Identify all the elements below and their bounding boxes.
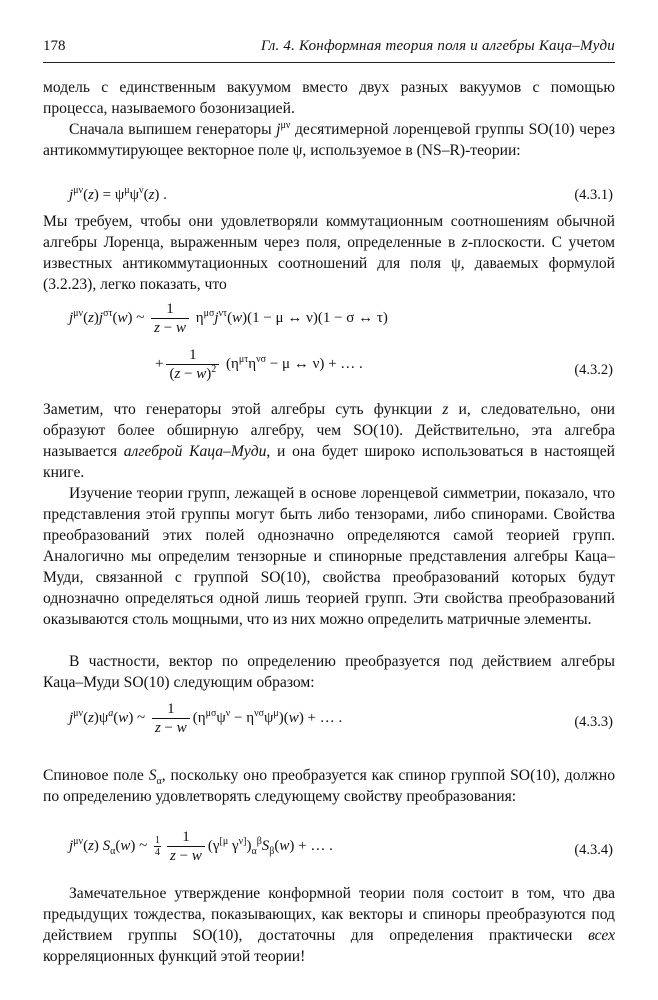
paragraph-7-part-a: Спиновое поле	[43, 767, 149, 784]
equation-4-3-1-label: (4.3.1)	[574, 187, 613, 203]
paragraph-7: Спиновое поле $S_\alpha$, поскольку оно преобразуется как спинор группой SO(10), должно по определению удовлетворять следующему свойству преобразования:	[43, 767, 615, 805]
equation-4-3-3-body: $j^{\mu\nu}(z)\psi^a(w)$ ~ $\frac{1}{z - w}$ $(\eta^{\mu\sigma}\psi^\nu - \eta^{\nu\sigma}\psi^\mu)(w)$ + … .	[69, 701, 343, 736]
paragraph-5: Изучение теории групп, лежащей в основе лоренцевой симметрии, показало, что представления этой группы могут быть либо тензорами, либо спинорами. Свойства преобразований этих полей однозначно определяются самой теорией групп. Аналогично мы определим тензорные и спинорные представления алгебры Каца–Муди, связанной с группой SO(10), свойства преобразований которых будут однозначно определяться одной лишь теорией групп. Эти свойства преобразований оказываются столь мощными, что из них можно определить матричные элементы.	[43, 485, 615, 628]
paragraph-8-part-c: корреляционных функций этой теории!	[43, 948, 306, 965]
equation-4-3-3-label: (4.3.3)	[574, 714, 613, 730]
equation-4-3-4-body: $j^{\mu\nu}(z)$ $S_\alpha(w)$ ~ $\frac{1}{4}$ $\frac{1}{z - w}$ ($\gamma^{[\mu}$ $\gamma^{\nu]})_\alpha^\beta S_\beta(w)$ + … .	[69, 829, 333, 864]
running-title: Гл. 4. Конформная теория поля и алгебры Каца–Муди	[260, 38, 615, 54]
header-rule	[43, 62, 615, 63]
equation-4-3-2-line-1-body: $j^{\mu\nu}(z)j^{\sigma\tau}(w)$ ~ $\frac{1}{z - w}$ $\eta^{\mu\sigma}j^{\nu\tau}(w)(1 - \mu$ ↔ ν)(1 − σ ↔ τ)	[69, 301, 388, 336]
paragraph-2	[43, 119, 615, 161]
page-number: 178	[43, 38, 66, 54]
paragraph-8	[43, 883, 615, 967]
paragraph-1: модель с единственным вакуумом вместо двух разных вакуумов с помощью процесса, называемого бозонизацией.	[43, 79, 615, 117]
paragraph-3-part-a: Мы требуем, чтобы они удовлетворяли коммутационным соотношениям обычной алгебры Лоренца, выраженным через поля, определенные в	[43, 213, 615, 251]
page-header	[43, 36, 615, 56]
equation-4-3-2-label: (4.3.2)	[574, 362, 613, 378]
paragraph-8-emphasis: всех	[588, 927, 615, 944]
equation-4-3-2-line-2-body: + $\frac{1}{(z - w)^2}$ ($\eta^{\mu\tau}\eta^{\nu\sigma} - \mu$ ↔ ν) + … .	[155, 347, 363, 382]
paragraph-4-part-d: , и она будет широко использоваться в настоящей книге.	[43, 443, 615, 481]
equation-4-3-1-body: $j^{\mu\nu}(z) = \psi^\mu\psi^\nu(z)$ .	[69, 185, 167, 203]
equation-4-3-4	[43, 828, 615, 874]
equation-4-3-2-line-1	[43, 300, 615, 346]
paragraph-7-part-b: , поскольку оно преобразуется как спинор группой SO(10), должно по определению удовлетворять следующему свойству преобразования:	[43, 767, 615, 805]
paragraph-4-emphasis: алгеброй Каца–Муди	[123, 443, 267, 460]
equation-4-3-1	[43, 185, 615, 209]
paragraph-6: В частности, вектор по определению преобразуется под действием алгебры Каца–Муди SO(10) следующим образом:	[43, 653, 615, 691]
paragraph-3: Мы требуем, чтобы они удовлетворяли коммутационным соотношениям обычной алгебры Лоренца, выраженным через поля, определенные в z-плоскости. С учетом известных антикоммутационных соотношений для поля ψ, даваемых формулой (3.2.23), легко показать, что	[43, 213, 615, 293]
paragraph-2-part-b: десятимерной лоренцевой группы SO(10) через антикоммутирующее векторное поле ψ, используемое в (NS–R)-теории:	[43, 121, 615, 159]
equation-4-3-4-label: (4.3.4)	[574, 842, 613, 858]
paragraph-3-part-b: -плоскости. С учетом известных антикоммутационных соотношений для поля ψ, даваемых формулой (3.2.23), легко показать, что	[43, 234, 615, 293]
book-page	[43, 0, 615, 1000]
paragraph-4: Заметим, что генераторы этой алгебры суть функции z и, следовательно, они образуют более обширную алгебру, чем SO(10). Действительно, эта алгебра называется алгеброй Каца–Муди, и она будет широко использоваться в настоящей книге.	[43, 401, 615, 481]
paragraph-4-part-a: Заметим, что генераторы этой алгебры суть функции	[43, 401, 443, 418]
equation-4-3-2-line-2	[43, 346, 615, 392]
paragraph-8-part-a: Замечательное утверждение конформной теории поля состоит в том, что два предыдущих тождества, показывающих, как векторы и спиноры преобразуются под действием группы SO(10), достаточны для определения практически	[43, 885, 615, 944]
paragraph-4-part-b: и, следовательно, они образуют более обширную алгебру, чем SO(10). Действительно, эта алгебра называется	[43, 401, 615, 460]
paragraph-2-part-a: Сначала выпишем генераторы	[69, 121, 277, 138]
generator-symbol: $j^{\mu\nu}$	[276, 119, 291, 138]
equation-4-3-3	[43, 700, 615, 746]
